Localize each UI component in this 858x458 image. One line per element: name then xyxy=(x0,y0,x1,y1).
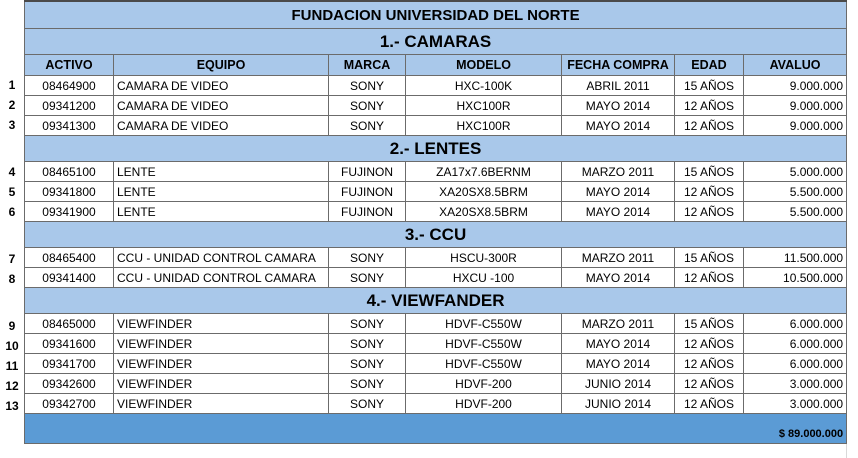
modelo-cell[interactable]: XA20SX8.5BRM xyxy=(406,182,562,202)
marca-cell[interactable]: SONY xyxy=(329,248,406,268)
modelo-cell[interactable]: HXC-100K xyxy=(406,76,562,96)
activo-cell[interactable]: 09341900 xyxy=(25,202,114,222)
activo-cell[interactable]: 08465000 xyxy=(25,314,114,334)
equipo-cell[interactable]: VIEWFINDER xyxy=(114,354,329,374)
fecha-cell[interactable]: JUNIO 2014 xyxy=(562,374,675,394)
section-title[interactable]: 3.- CCU xyxy=(25,222,847,248)
table-row xyxy=(25,334,847,354)
equipo-cell[interactable]: VIEWFINDER xyxy=(114,394,329,414)
avaluo-cell[interactable]: 9.000.000 xyxy=(744,76,847,96)
table-row xyxy=(25,374,847,394)
equipo-cell[interactable]: LENTE xyxy=(114,162,329,182)
activo-cell[interactable]: 09342600 xyxy=(25,374,114,394)
row-number: 3 xyxy=(8,117,16,132)
equipo-cell[interactable]: CAMARA DE VIDEO xyxy=(114,96,329,116)
edad-cell[interactable]: 15 AÑOS xyxy=(675,248,744,268)
fecha-cell[interactable]: JUNIO 2014 xyxy=(562,394,675,414)
avaluo-cell[interactable]: 11.500.000 xyxy=(744,248,847,268)
equipo-cell[interactable]: CAMARA DE VIDEO xyxy=(114,116,329,136)
activo-cell[interactable]: 08464900 xyxy=(25,76,114,96)
fecha-cell[interactable]: MAYO 2014 xyxy=(562,182,675,202)
equipo-cell[interactable]: VIEWFINDER xyxy=(114,334,329,354)
section-row xyxy=(25,222,847,248)
avaluo-cell[interactable]: 10.500.000 xyxy=(744,268,847,288)
edad-cell[interactable]: 12 AÑOS xyxy=(675,202,744,222)
row-number: 13 xyxy=(5,399,19,414)
inventory-table-container xyxy=(24,0,846,444)
edad-cell[interactable]: 12 AÑOS xyxy=(675,182,744,202)
marca-cell[interactable]: SONY xyxy=(329,116,406,136)
fecha-cell[interactable]: MARZO 2011 xyxy=(562,162,675,182)
modelo-cell[interactable]: HXCU -100 xyxy=(406,268,562,288)
activo-cell[interactable]: 08465400 xyxy=(25,248,114,268)
column-header[interactable]: MODELO xyxy=(406,55,562,76)
header-row xyxy=(25,55,847,76)
modelo-cell[interactable]: XA20SX8.5BRM xyxy=(406,202,562,222)
column-header[interactable]: ACTIVO xyxy=(25,55,114,76)
row-number: 10 xyxy=(5,338,19,353)
avaluo-cell[interactable]: 3.000.000 xyxy=(744,394,847,414)
fecha-cell[interactable]: MAYO 2014 xyxy=(562,334,675,354)
inventory-table xyxy=(24,0,847,444)
edad-cell[interactable]: 15 AÑOS xyxy=(675,76,744,96)
activo-cell[interactable]: 09341200 xyxy=(25,96,114,116)
fecha-cell[interactable]: MAYO 2014 xyxy=(562,354,675,374)
equipo-cell[interactable]: LENTE xyxy=(114,182,329,202)
fecha-cell[interactable]: MARZO 2011 xyxy=(562,314,675,334)
activo-cell[interactable]: 09341700 xyxy=(25,354,114,374)
column-header[interactable]: AVALUO xyxy=(744,55,847,76)
avaluo-cell[interactable]: 5.000.000 xyxy=(744,162,847,182)
total-value[interactable]: $ 89.000.000 xyxy=(25,414,847,444)
avaluo-cell[interactable]: 9.000.000 xyxy=(744,96,847,116)
row-number: 4 xyxy=(8,164,16,179)
activo-cell[interactable]: 09341300 xyxy=(25,116,114,136)
avaluo-cell[interactable]: 9.000.000 xyxy=(744,116,847,136)
row-number: 12 xyxy=(5,379,19,394)
table-row xyxy=(25,202,847,222)
edad-cell[interactable]: 12 AÑOS xyxy=(675,116,744,136)
equipo-cell[interactable]: CCU - UNIDAD CONTROL CAMARA xyxy=(114,248,329,268)
modelo-cell[interactable]: HXC100R xyxy=(406,96,562,116)
modelo-cell[interactable]: HDVF-C550W xyxy=(406,314,562,334)
equipo-cell[interactable]: VIEWFINDER xyxy=(114,314,329,334)
section-row xyxy=(25,29,847,55)
section-title[interactable]: 4.- VIEWFANDER xyxy=(25,288,847,314)
row-number: 9 xyxy=(8,318,16,333)
column-header[interactable]: FECHA COMPRA xyxy=(562,55,675,76)
activo-cell[interactable]: 09341600 xyxy=(25,334,114,354)
table-row xyxy=(25,268,847,288)
table-row xyxy=(25,314,847,334)
modelo-cell[interactable]: HDVF-C550W xyxy=(406,354,562,374)
fecha-cell[interactable]: MAYO 2014 xyxy=(562,116,675,136)
avaluo-cell[interactable]: 6.000.000 xyxy=(744,354,847,374)
section-title[interactable]: 2.- LENTES xyxy=(25,136,847,162)
marca-cell[interactable]: FUJINON xyxy=(329,162,406,182)
table-row xyxy=(25,182,847,202)
modelo-cell[interactable]: HDVF-200 xyxy=(406,394,562,414)
total-row xyxy=(25,414,847,444)
modelo-cell[interactable]: ZA17x7.6BERNM xyxy=(406,162,562,182)
table-row xyxy=(25,354,847,374)
activo-cell[interactable]: 09342700 xyxy=(25,394,114,414)
table-row xyxy=(25,96,847,116)
edad-cell[interactable]: 15 AÑOS xyxy=(675,314,744,334)
row-number: 2 xyxy=(8,97,16,112)
marca-cell[interactable]: FUJINON xyxy=(329,182,406,202)
marca-cell[interactable]: SONY xyxy=(329,76,406,96)
modelo-cell[interactable]: HDVF-C550W xyxy=(406,334,562,354)
marca-cell[interactable]: SONY xyxy=(329,268,406,288)
avaluo-cell[interactable]: 6.000.000 xyxy=(744,334,847,354)
column-header[interactable]: MARCA xyxy=(329,55,406,76)
row-number: 8 xyxy=(8,271,16,286)
equipo-cell[interactable]: VIEWFINDER xyxy=(114,374,329,394)
row-number: 11 xyxy=(5,359,19,373)
column-header[interactable]: EQUIPO xyxy=(114,55,329,76)
equipo-cell[interactable]: CAMARA DE VIDEO xyxy=(114,76,329,96)
fecha-cell[interactable]: ABRIL 2011 xyxy=(562,76,675,96)
activo-cell[interactable]: 09341800 xyxy=(25,182,114,202)
modelo-cell[interactable]: HXC100R xyxy=(406,116,562,136)
column-header[interactable]: EDAD xyxy=(675,55,744,76)
marca-cell[interactable]: SONY xyxy=(329,96,406,116)
activo-cell[interactable]: 09341400 xyxy=(25,268,114,288)
fecha-cell[interactable]: MAYO 2014 xyxy=(562,268,675,288)
fecha-cell[interactable]: MARZO 2011 xyxy=(562,248,675,268)
section-title[interactable]: 1.- CAMARAS xyxy=(25,29,847,55)
marca-cell[interactable]: SONY xyxy=(329,354,406,374)
table-row xyxy=(25,394,847,414)
edad-cell[interactable]: 12 AÑOS xyxy=(675,268,744,288)
table-row xyxy=(25,76,847,96)
edad-cell[interactable]: 12 AÑOS xyxy=(675,394,744,414)
marca-cell[interactable]: SONY xyxy=(329,314,406,334)
equipo-cell[interactable]: CCU - UNIDAD CONTROL CAMARA xyxy=(114,268,329,288)
table-row xyxy=(25,248,847,268)
edad-cell[interactable]: 12 AÑOS xyxy=(675,374,744,394)
avaluo-cell[interactable]: 3.000.000 xyxy=(744,374,847,394)
avaluo-cell[interactable]: 5.500.000 xyxy=(744,202,847,222)
edad-cell[interactable]: 12 AÑOS xyxy=(675,354,744,374)
section-row xyxy=(25,136,847,162)
edad-cell[interactable]: 12 AÑOS xyxy=(675,96,744,116)
table-row xyxy=(25,116,847,136)
edad-cell[interactable]: 15 AÑOS xyxy=(675,162,744,182)
section-row xyxy=(25,288,847,314)
table-title[interactable]: FUNDACION UNIVERSIDAD DEL NORTE xyxy=(25,1,847,29)
edad-cell[interactable]: 12 AÑOS xyxy=(675,334,744,354)
marca-cell[interactable]: SONY xyxy=(329,394,406,414)
marca-cell[interactable]: FUJINON xyxy=(329,202,406,222)
row-number: 5 xyxy=(8,184,16,199)
fecha-cell[interactable]: MAYO 2014 xyxy=(562,96,675,116)
modelo-cell[interactable]: HSCU-300R xyxy=(406,248,562,268)
row-number: 7 xyxy=(8,251,16,266)
marca-cell[interactable]: SONY xyxy=(329,334,406,354)
avaluo-cell[interactable]: 6.000.000 xyxy=(744,314,847,334)
fecha-cell[interactable]: MAYO 2014 xyxy=(562,202,675,222)
equipo-cell[interactable]: LENTE xyxy=(114,202,329,222)
marca-cell[interactable]: SONY xyxy=(329,374,406,394)
avaluo-cell[interactable]: 5.500.000 xyxy=(744,182,847,202)
table-row xyxy=(25,162,847,182)
activo-cell[interactable]: 08465100 xyxy=(25,162,114,182)
row-number: 1 xyxy=(8,77,16,92)
row-number: 6 xyxy=(8,205,16,219)
modelo-cell[interactable]: HDVF-200 xyxy=(406,374,562,394)
